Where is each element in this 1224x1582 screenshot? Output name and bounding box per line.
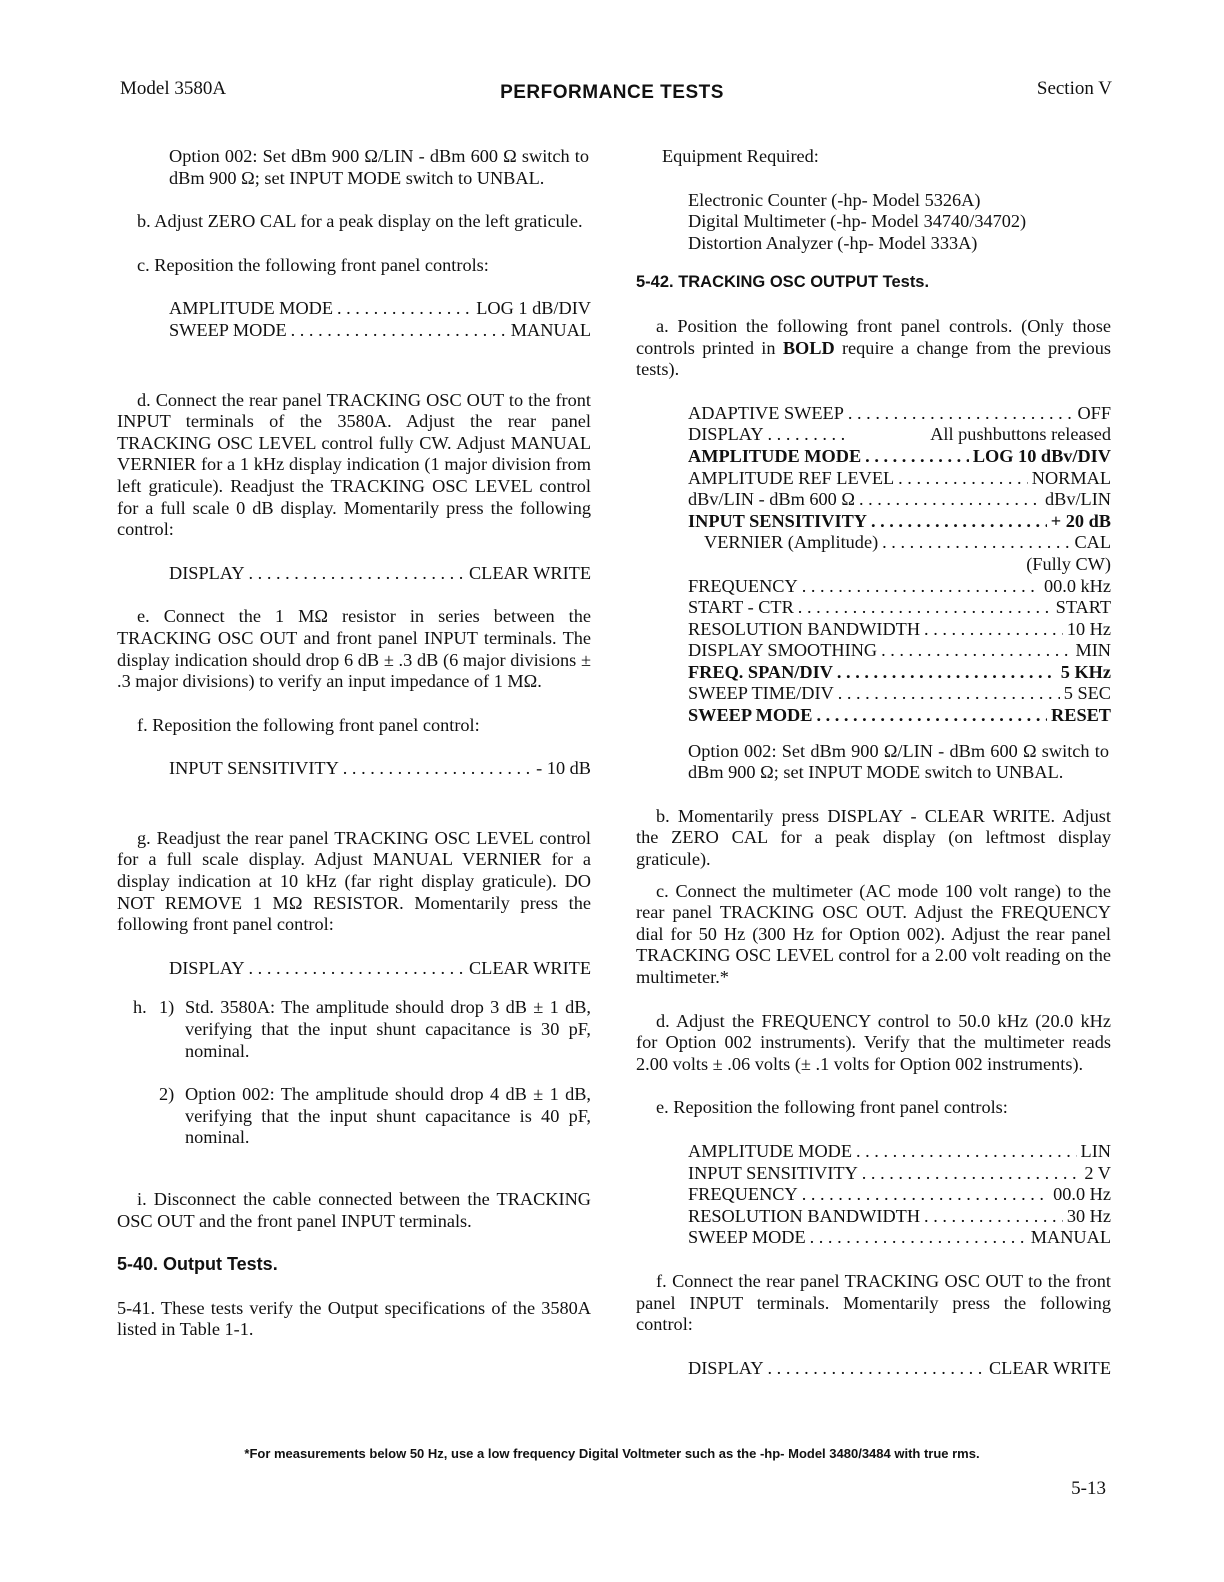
left-step-i: i. Disconnect the cable connected between the TRACKING OSC OUT and the front panel INPUT terminals. — [117, 1189, 591, 1231]
right-column — [636, 146, 1111, 1379]
setting-value: 5 KHz — [1060, 661, 1111, 682]
right-option-002-note: Option 002: Set dBm 900 Ω/LIN - dBm 600 Ω switch to dBm 900 Ω; set INPUT MODE switch to UNBAL. — [688, 740, 1109, 783]
footnote: *For measurements below 50 Hz, use a low frequency Digital Voltmeter such as the -hp- Model 3480/3484 with true rms. — [244, 1446, 980, 1461]
setting-key: FREQ. SPAN/DIV — [688, 661, 833, 682]
setting-key: SWEEP MODE — [688, 1227, 806, 1248]
setting-value: CLEAR WRITE — [988, 1357, 1111, 1378]
setting-value: MIN — [1075, 640, 1111, 661]
setting-value: CLEAR WRITE — [468, 957, 591, 978]
setting-value: 00.0 Hz — [1053, 1184, 1111, 1205]
left-column — [117, 146, 591, 1341]
setting-value: 10 Hz — [1066, 618, 1111, 639]
setting-value: + 20 dB — [1050, 510, 1111, 531]
right-step-c: c. Connect the multimeter (AC mode 100 volt range) to the rear panel TRACKING OSC OUT. Adjust the FREQUENCY dial for 50 Hz (300 Hz for Option 002). Adjust the rear panel TRACKING OSC LEVEL control for a 2.00 volt reading on the multimeter.* — [636, 880, 1111, 987]
step-h2 — [159, 1084, 591, 1149]
setting-row — [688, 705, 1111, 727]
left-d-settings — [117, 563, 591, 585]
setting-row — [688, 1141, 1111, 1163]
step-h2-text: Option 002: The amplitude should drop 4 dB ± 1 dB, verifying that the input shunt capacitance is 40 pF, nominal. — [185, 1084, 591, 1148]
setting-key: AMPLITUDE MODE — [688, 1140, 853, 1161]
step-h-label: h. — [133, 997, 147, 1018]
setting-value: CAL — [1074, 532, 1111, 553]
right-step-a — [636, 316, 1111, 381]
equipment-item: Digital Multimeter (-hp- Model 34740/34702) — [688, 211, 1027, 232]
setting-row — [169, 758, 591, 780]
setting-value: OFF — [1077, 402, 1111, 423]
fully-cw-note: (Fully CW) — [1026, 553, 1111, 574]
setting-key: SWEEP MODE — [169, 319, 287, 340]
setting-row — [169, 298, 591, 320]
equipment-item: Electronic Counter (-hp- Model 5326A) — [688, 189, 981, 210]
setting-row — [688, 640, 1111, 662]
setting-key: RESOLUTION BANDWIDTH — [688, 618, 921, 639]
setting-row — [688, 468, 1111, 490]
setting-value: LIN — [1080, 1140, 1111, 1161]
right-step-b: b. Momentarily press DISPLAY - CLEAR WRITE. Adjust the ZERO CAL for a peak display (on leftmost display graticule). — [636, 805, 1111, 870]
left-para-5-41: 5-41. These tests verify the Output specifications of the 3580A listed in Table 1-1. — [117, 1297, 591, 1340]
step-h1-num: 1) — [159, 997, 175, 1018]
setting-value: NORMAL — [1031, 467, 1111, 488]
equipment-item: Distortion Analyzer (-hp- Model 333A) — [688, 232, 978, 253]
right-f-settings — [636, 1358, 1111, 1380]
setting-value: 5 SEC — [1063, 683, 1111, 704]
setting-key: DISPLAY — [688, 424, 764, 445]
right-a-settings — [636, 403, 1111, 727]
setting-value: All pushbuttons released — [930, 424, 1111, 445]
setting-value: CLEAR WRITE — [468, 562, 591, 583]
setting-key: VERNIER (Amplitude) — [704, 532, 879, 553]
left-step-b: b. Adjust ZERO CAL for a peak display on the left graticule. — [137, 211, 583, 232]
left-step-h — [117, 997, 591, 1149]
setting-key: FREQUENCY — [688, 1184, 798, 1205]
right-step-d: d. Adjust the FREQUENCY control to 50.0 kHz (20.0 kHz for Option 002 instruments). Verify that the multimeter reads 2.00 volts ± .06 volts (± .1 volts for Option 002 instruments). — [636, 1010, 1111, 1074]
step-a-pre: a. Position the following front panel controls. (Only those controls printed in — [636, 315, 1111, 358]
left-step-g: g. Readjust the rear panel TRACKING OSC LEVEL control for a full scale display. Adjust MANUAL VERNIER for a display indication at 10 kHz (far right display graticule). DO NOT REMOVE 1 MΩ RESISTOR. Momentarily press the following front panel control: — [117, 827, 591, 935]
right-step-f: f. Connect the rear panel TRACKING OSC OUT to the front panel INPUT terminals. Momentarily press the following control: — [636, 1270, 1111, 1335]
setting-value: MANUAL — [510, 319, 591, 340]
page-number: 5-13 — [1071, 1478, 1106, 1499]
setting-key: SWEEP MODE — [688, 705, 813, 726]
left-c-settings — [117, 298, 591, 341]
setting-key: INPUT SENSITIVITY — [169, 758, 339, 779]
setting-row — [688, 424, 1111, 446]
left-step-e: e. Connect the 1 MΩ resistor in series between the TRACKING OSC OUT and front panel INPUT terminals. The display indication should drop 6 dB ± .3 dB (6 major divisions ± .3 major divisions) to verify an input impedance of 1 MΩ. — [117, 606, 591, 692]
setting-key: SWEEP TIME/DIV — [688, 683, 834, 704]
setting-key: AMPLITUDE MODE — [169, 298, 334, 319]
step-h1-text: Std. 3580A: The amplitude should drop 3 dB ± 1 dB, verifying that the input shunt capacitance is 30 pF, nominal. — [185, 997, 591, 1061]
setting-key: AMPLITUDE MODE — [688, 445, 862, 466]
header-title: PERFORMANCE TESTS — [500, 82, 724, 103]
setting-key: AMPLITUDE REF LEVEL — [688, 467, 895, 488]
header-section: Section V — [1036, 78, 1112, 99]
setting-value: START — [1055, 597, 1111, 618]
setting-row — [688, 576, 1111, 598]
setting-key: INPUT SENSITIVITY — [688, 510, 867, 531]
setting-row — [688, 1184, 1111, 1206]
setting-value: LOG 10 dBv/DIV — [972, 445, 1111, 466]
left-step-f: f. Reposition the following front panel control: — [137, 714, 480, 735]
heading-5-42: 5-42. TRACKING OSC OUTPUT Tests. — [636, 273, 930, 292]
left-step-c: c. Reposition the following front panel controls: — [137, 254, 489, 275]
setting-value: 00.0 kHz — [1043, 575, 1111, 596]
setting-value: dBv/LIN — [1044, 489, 1111, 510]
right-step-e: e. Reposition the following front panel controls: — [656, 1097, 1008, 1118]
setting-key: START - CTR — [688, 597, 794, 618]
setting-row — [688, 1206, 1111, 1228]
setting-value: LOG 1 dB/DIV — [476, 298, 591, 319]
setting-key: DISPLAY — [169, 957, 245, 978]
setting-key: RESOLUTION BANDWIDTH — [688, 1205, 921, 1226]
setting-row — [688, 511, 1111, 533]
setting-key: ADAPTIVE SWEEP — [688, 402, 844, 423]
setting-row — [688, 403, 1111, 425]
setting-value: 2 V — [1084, 1162, 1111, 1183]
setting-row — [688, 532, 1111, 554]
setting-row — [688, 597, 1111, 619]
setting-row — [688, 1358, 1111, 1380]
setting-value: 30 Hz — [1066, 1205, 1111, 1226]
setting-row — [169, 563, 591, 585]
left-step-d: d. Connect the rear panel TRACKING OSC OUT to the front INPUT terminals of the 3580A. Adjust the rear panel TRACKING OSC LEVEL control fully CW. Adjust MANUAL VERNIER for a 1 kHz display indication (1 major division from left graticule). Readjust the TRACKING OSC LEVEL control for a full scale 0 dB display. Momentarily press the following control: — [117, 389, 591, 540]
setting-row — [688, 683, 1111, 705]
step-a-bold: BOLD — [782, 337, 835, 358]
left-option-002-note: Option 002: Set dBm 900 Ω/LIN - dBm 600 Ω switch to dBm 900 Ω; set INPUT MODE switch to UNBAL. — [169, 146, 589, 188]
setting-key: DISPLAY — [169, 562, 245, 583]
setting-row — [169, 958, 591, 980]
equipment-title: Equipment Required: — [662, 146, 819, 166]
header-model: Model 3580A — [120, 78, 227, 99]
setting-row — [688, 1227, 1111, 1249]
setting-key: FREQUENCY — [688, 575, 798, 596]
setting-key: dBv/LIN - dBm 600 Ω — [688, 489, 855, 510]
setting-value: - 10 dB — [536, 758, 591, 779]
equipment-list — [636, 190, 1111, 255]
left-f-settings — [117, 758, 591, 780]
setting-key: DISPLAY SMOOTHING — [688, 640, 878, 661]
step-a-post: require a change from the previous tests). — [636, 337, 1111, 380]
right-e-settings — [636, 1141, 1111, 1249]
setting-value: RESET — [1051, 705, 1111, 726]
setting-row — [688, 662, 1111, 684]
setting-row — [688, 619, 1111, 641]
setting-row — [169, 320, 591, 342]
setting-key: INPUT SENSITIVITY — [688, 1162, 858, 1183]
setting-value: MANUAL — [1030, 1227, 1111, 1248]
heading-5-40: 5-40. Output Tests. — [117, 1254, 278, 1275]
setting-row — [688, 1163, 1111, 1185]
left-g-settings — [117, 958, 591, 980]
step-h1 — [159, 997, 591, 1062]
step-h2-num: 2) — [159, 1084, 175, 1105]
setting-key: DISPLAY — [688, 1357, 764, 1378]
setting-row — [688, 489, 1111, 511]
setting-row — [688, 446, 1111, 468]
